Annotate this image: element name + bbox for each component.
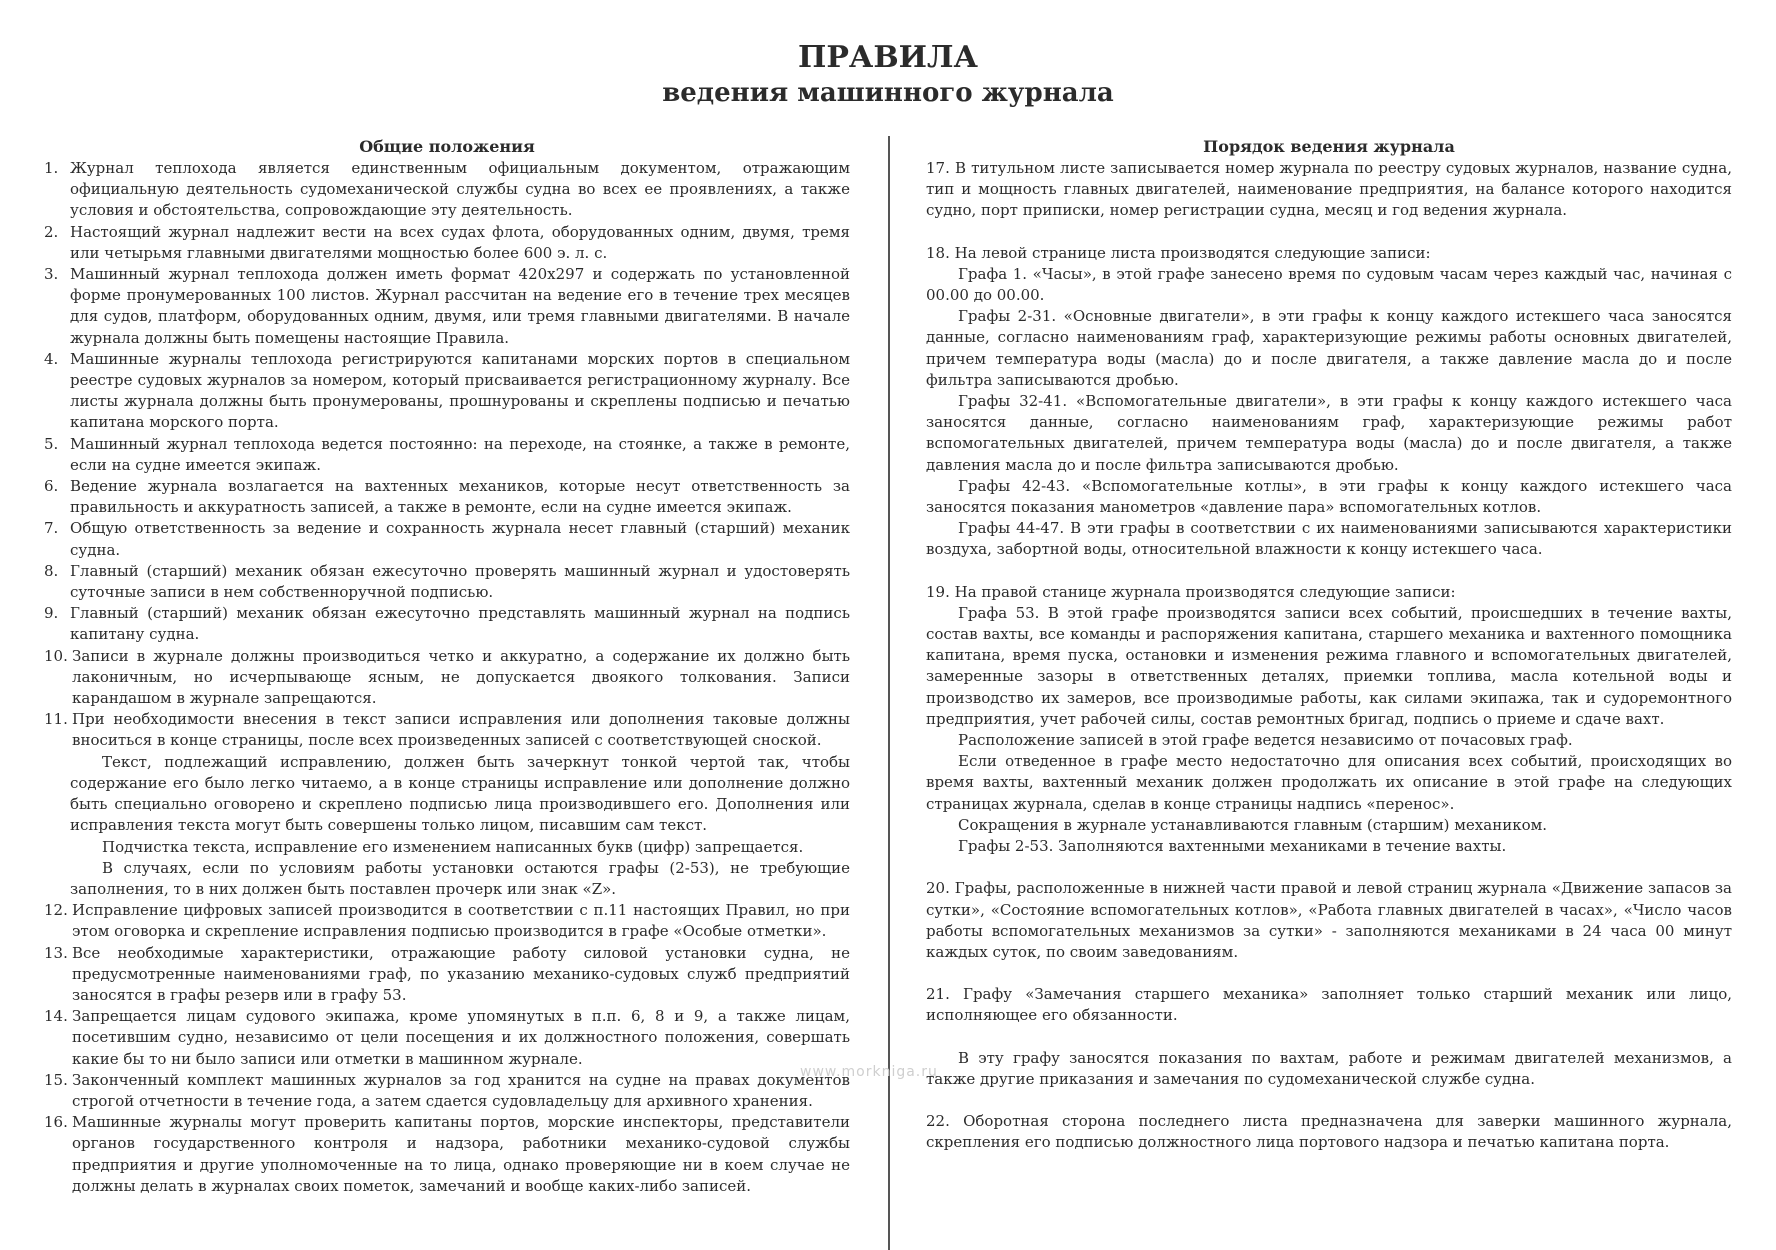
list-item: 16. Машинные журналы могут проверить капитаны портов, морские инспекторы, представители органов государственного контроля и надзора, работники механико-судовой службы предприятия и другие уполномоченные на то лица, однако проверяющие ни в коем случае не должны делать в журналах своих пометок, замечаний и вообще каких-либо записей. <box>44 1113 850 1195</box>
paragraph: Расположение записей в этой графе ведется независимо от почасовых граф. <box>958 731 1573 750</box>
list-item: 4. Машинные журналы теплохода регистрируются капитанами морских портов в специальном реестре судовых журналов за номером, который присваивается регистрационному журналу. Все листы журнала должны быть пронумерованы, прошнурованы и скреплены подписью и печатью капитана морского порта. <box>44 349 850 432</box>
list-item: 6. Ведение журнала возлагается на вахтенных механиков, которые несут ответственность за правильность и аккуратность записей, а также в ремонте, если на судне имеется экипаж. <box>44 477 850 517</box>
item-11-paragraphs <box>44 752 850 900</box>
paragraph: Если отведенное в графе место недостаточно для описания всех событий, происходящих во время вахты, вахтенный механик должен продолжать их описание в этой графе на следующих страницах журнала, сделав в конце страницы надпись «перенос». <box>926 752 1732 813</box>
paragraph: Графа 53. В этой графе производятся записи всех событий, происшедших в течение вахты, состав вахты, все команды и распоряжения капитана, старшего механика и вахтенного помощника капитана, время пуска, остановки и изменения режима главного и вспомогательных двигателей, замеренные зазоры в ответственных деталях, приемки топлива, масла котельной воды и производство их замеров, все производимые работы, как силами экипажа, так и судоремонтного предприятия, учет рабочей силы, состав ремонтных бригад, подпись о приеме и сдаче вахт. <box>926 603 1732 728</box>
list-item: 15. Законченный комплект машинных журналов за год хранится на судне на правах документов строгой отчетности в течение года, а затем сдается судовладельцу для архивного хранения. <box>44 1070 850 1110</box>
list-item: 5. Машинный журнал теплохода ведется постоянно: на переходе, на стоянке, а также в ремонте, если на судне имеется экипаж. <box>44 434 850 474</box>
list-item: 2. Настоящий журнал надлежит вести на всех судах флота, оборудованных одним, двумя, тремя или четырьмя главными двигателями мощностью более 600 э. л. с. <box>44 222 850 262</box>
paragraph: Сокращения в журнале устанавливаются главным (старшим) механиком. <box>958 815 1548 834</box>
list-item: 9. Главный (старший) механик обязан ежесуточно представлять машинный журнал на подпись капитану судна. <box>44 604 850 644</box>
paragraph: Графы 2-31. «Основные двигатели», в эти графы к концу каждого истекшего часа заносятся данные, согласно наименованиям граф, характеризующие режимы работы основных двигателей, причем температура воды (масла) до и после двигателя, а также давление масла до и после фильтра записываются дробью. <box>926 307 1732 389</box>
paragraph-17: 17. В титульном листе записывается номер журнала по реестру судовых журналов, название судна, тип и мощность главных двигателей, наименование предприятия, на балансе которого находится судно, порт приписки, номер регистрации судна, месяц и год ведения журнала. <box>926 159 1732 220</box>
list-item: 12. Исправление цифровых записей производится в соответствии с п.11 настоящих Правил, но при этом оговорка и скрепление исправления подписью производится в графе «Особые отметки». <box>44 901 850 941</box>
paragraph-18: 18. На левой странице листа производятся следующие записи: <box>926 243 1431 262</box>
paragraph: Подчистка текста, исправление его изменением написанных букв (цифр) запрещается. <box>102 837 804 856</box>
paragraph: Графы 32-41. «Вспомогательные двигатели», в эти графы к концу каждого истекшего часа заносятся данные, согласно наименованиям граф, характеризующие режимы работ вспомогательных двигателей, причем температура воды (масла) до и после двигателя, а также давления масла до и после фильтра записываются дробью. <box>926 392 1732 474</box>
list-item: 11. При необходимости внесения в текст записи исправления или дополнения таковые должны вноситься в конце страницы, после всех произведенных записей с соответствующей сноской. <box>44 710 850 750</box>
right-heading: Порядок ведения журнала <box>1203 137 1455 156</box>
paragraph-19: 19. На правой станице журнала производятся следующие записи: <box>926 582 1456 601</box>
list-item: 10. Записи в журнале должны производиться четко и аккуратно, а содержание их должно быть лаконичным, но исчерпывающе ясным, не допускается двоякого толкования. Записи карандашом в журнале запрещаются. <box>44 646 850 708</box>
left-items-1 <box>44 158 850 752</box>
left-heading: Общие положения <box>359 137 535 156</box>
list-item: 13. Все необходимые характеристики, отражающие работу силовой установки судна, не предусмотренные наименованиями граф, по указанию механико-судовых служб предприятий заносятся в графы резерв или в графу 53. <box>44 943 850 1004</box>
document-subtitle: ведения машинного журнала <box>662 78 1114 108</box>
paragraph-22: 22. Оборотная сторона последнего листа предназначена для заверки машинного журнала, скрепления его подписью должностного лица портового надзора и печатью капитана порта. <box>926 1111 1732 1152</box>
paragraph: В случаях, если по условиям работы установки остаются графы (2-53), не требующие заполнения, то в них должен быть поставлен прочерк или знак «Z». <box>70 858 850 898</box>
list-item: 7. Общую ответственность за ведение и сохранность журнала несет главный (старший) механик судна. <box>44 519 850 559</box>
list-item: 1. Журнал теплохода является единственным официальным документом, отражающим официальную деятельность судомеханической службы судна во всех ее проявлениях, а также условия и обстоятельства, сопровождающие эту деятельность. <box>44 159 850 220</box>
list-item: 3. Машинный журнал теплохода должен иметь формат 420x297 и содержать по установленной форме пронумерованных 100 листов. Журнал рассчитан на ведение его в течение трех месяцев для судов, платформ, оборудованных одним, двумя, или тремя главными двигателями. В начале журнала должны быть помещены настоящие Правила. <box>44 265 850 347</box>
watermark: www.morkniga.ru <box>800 1064 938 1080</box>
document-title: ПРАВИЛА <box>798 40 978 75</box>
left-column <box>44 136 850 1197</box>
title-block <box>0 40 1776 110</box>
paragraph: Графы 2-53. Заполняются вахтенными механиками в течение вахты. <box>958 837 1507 856</box>
list-item: 14. Запрещается лицам судового экипажа, кроме упомянутых в п.п. 6, 8 и 9, а также лицам, посетившим судно, независимо от цели посещения и их должностного положения, совершать какие бы то ни было записи или отметки в машинном журнале. <box>44 1007 850 1068</box>
paragraph: Графы 44-47. В эти графы в соответствии с их наименованиями записываются характеристики воздуха, забортной воды, относительной влажности к концу истекшего часа. <box>926 519 1732 559</box>
paragraph: Графа 1. «Часы», в этой графе занесено время по судовым часам через каждый час, начиная с 00.00 до 00.00. <box>926 264 1732 305</box>
paragraph-20: 20. Графы, расположенные в нижней части правой и левой страниц журнала «Движение запасов за сутки», «Состояние вспомогательных котлов», «Работа главных двигателей в часах», «Число часов работы вспомогательных механизмов за сутки» - заполняются механиками в 24 часа 00 минут каждых суток, по своим заведованиям. <box>926 879 1732 961</box>
paragraph: Графы 42-43. «Вспомогательные котлы», в эти графы к концу каждого истекшего часа заносятся показания манометров «давление пара» вспомогательных котлов. <box>926 476 1732 517</box>
right-column <box>926 136 1732 1153</box>
paragraph-21: 21. Графу «Замечания старшего механика» заполняет только старший механик или лицо, исполняющее его обязанности. <box>926 985 1732 1025</box>
paragraph: Текст, подлежащий исправлению, должен быть зачеркнут тонкой чертой так, чтобы содержание его было легко читаемо, а в конце страницы исправление или дополнение должно быть специально оговорено и скреплено подписью лица производившего его. Дополнения или исправления текста могут быть совершены только лицом, писавшим сам текст. <box>70 752 850 835</box>
list-item: 8. Главный (старший) механик обязан ежесуточно проверять машинный журнал и удостоверять суточные записи в нем собственноручной подписью. <box>44 561 850 602</box>
paragraph-21-b: В эту графу заносятся показания по вахтам, работе и режимам двигателей механизмов, а также другие приказания и замечания по судомеханической службе судна. <box>926 1048 1732 1088</box>
left-items-2 <box>44 900 850 1197</box>
column-divider <box>888 136 890 1250</box>
